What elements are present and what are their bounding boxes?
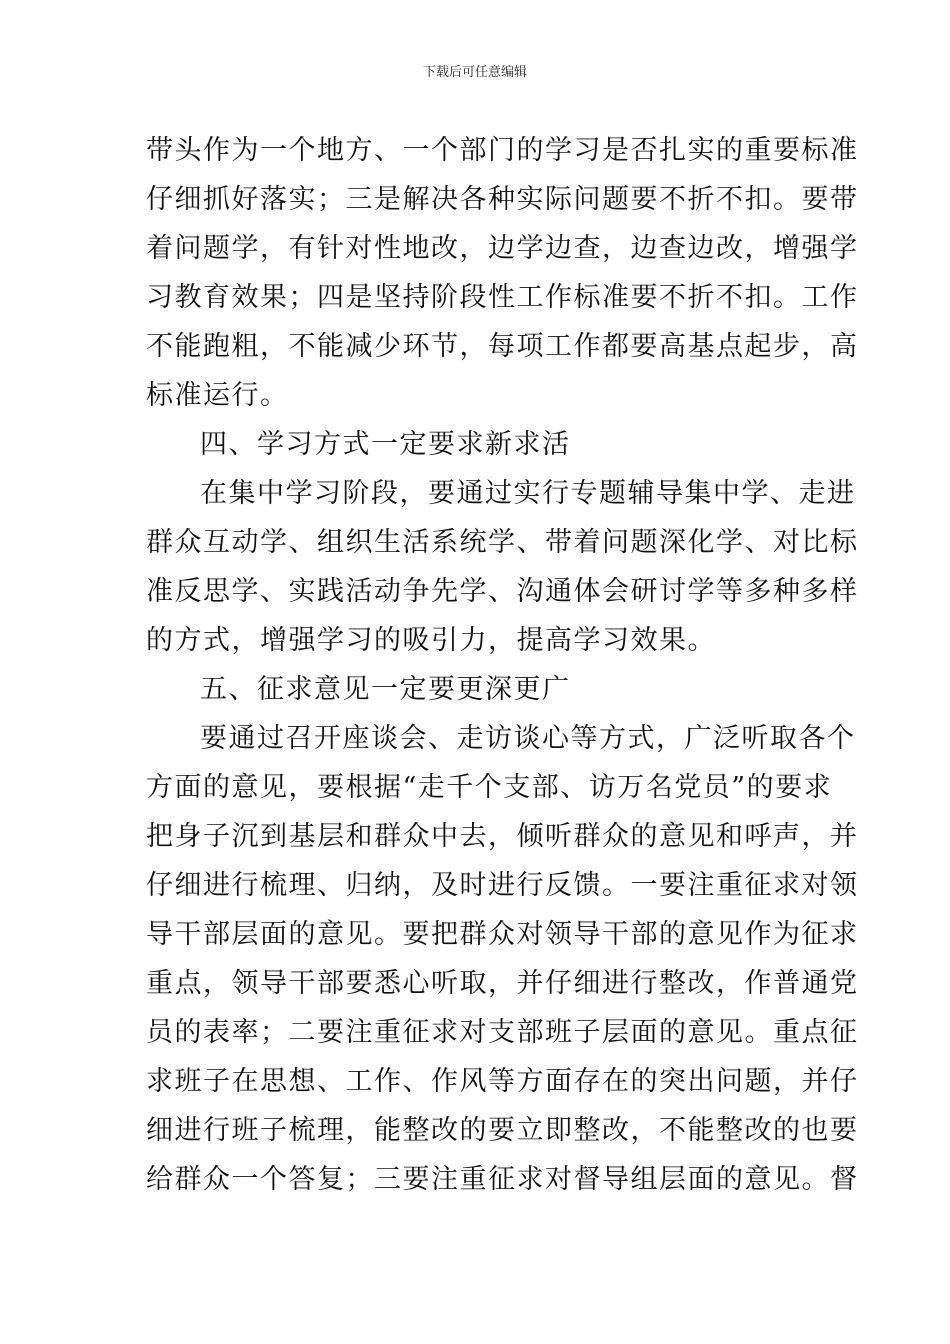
text-line: 不能跑粗，不能减少环节，每项工作都要高基点起步，高 <box>146 331 859 362</box>
text-line: 仔细进行梳理、归纳，及时进行反馈。一要注重征求对领 <box>146 870 859 901</box>
text-line: 重点，领导干部要悉心听取，并仔细进行整改，作普通党 <box>146 968 859 999</box>
text-line: 习教育效果；四是坚持阶段性工作标准要不折不扣。工作 <box>146 282 859 313</box>
document-body <box>146 126 859 1204</box>
section-heading: 四、学习方式一定要求新求活 <box>200 429 571 460</box>
text-line: 仔细抓好落实；三是解决各种实际问题要不折不扣。要带 <box>146 184 859 215</box>
text-line: 细进行班子梳理，能整改的要立即整改，不能整改的也要 <box>146 1115 859 1146</box>
text-line: 求班子在思想、工作、作风等方面存在的突出问题，并仔 <box>146 1066 859 1097</box>
text-line: 带头作为一个地方、一个部门的学习是否扎实的重要标准 <box>146 135 859 166</box>
text-line: 把身子沉到基层和群众中去，倾听群众的意见和呼声，并 <box>146 821 859 852</box>
page-header: 下载后可任意编辑 <box>422 65 527 80</box>
text-line: 的方式，增强学习的吸引力，提高学习效果。 <box>146 625 716 656</box>
text-line: 要通过召开座谈会、走访谈心等方式，广泛听取各个 <box>200 723 856 754</box>
text-line: 群众互动学、组织生活系统学、带着问题深化学、对比标 <box>146 527 859 558</box>
text-line: 在集中学习阶段，要通过实行专题辅导集中学、走进 <box>200 478 856 509</box>
text-line: 员的表率；二要注重征求对支部班子层面的意见。重点征 <box>146 1017 859 1048</box>
text-line: 标准运行。 <box>146 380 289 411</box>
section-heading: 五、征求意见一定要更深更广 <box>200 674 571 705</box>
text-line: 给群众一个答复；三要注重征求对督导组层面的意见。督 <box>146 1164 859 1195</box>
text-line: 导干部层面的意见。要把群众对领导干部的意见作为征求 <box>146 919 859 950</box>
text-line: 准反思学、实践活动争先学、沟通体会研讨学等多种多样 <box>146 576 859 607</box>
text-line: 着问题学，有针对性地改，边学边查，边查边改，增强学 <box>146 233 859 264</box>
text-line: 方面的意见，要根据“走千个支部、访万名党员”的要求 <box>146 772 833 803</box>
